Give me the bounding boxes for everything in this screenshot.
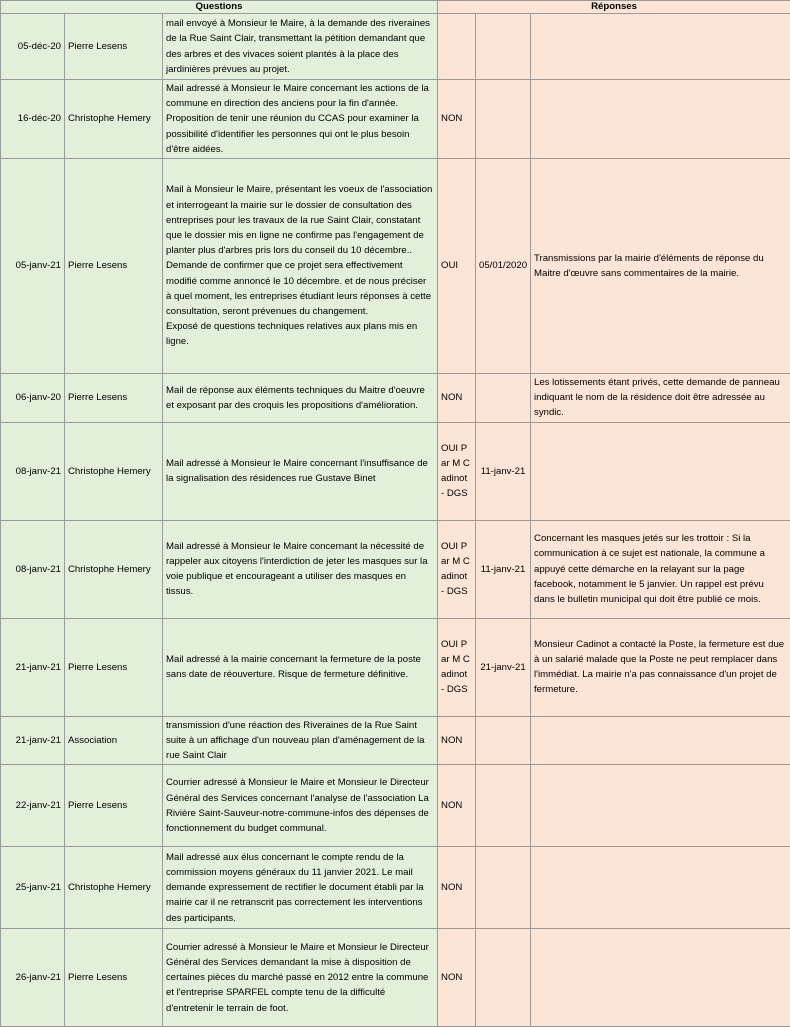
row-question: Courrier adressé à Monsieur le Maire et Monsieur le Directeur Général des Services concernant l'analyse de l'association La Rivière Saint-Sauveur-notre-commune-infos des dépenses de fonctionnement du budget communal. [163, 765, 438, 847]
row-answer-date [476, 929, 531, 1027]
row-answered: OUI Par M Cadinot - DGS [438, 422, 476, 520]
row-author: Christophe Hemery [65, 422, 163, 520]
table-row [1, 847, 790, 929]
row-answer: Monsieur Cadinot a contacté la Poste, la fermeture est due à un salarié malade que la Poste ne peut remplacer dans l'immédiat. La mairie n'a pas connaissance d'un projet de fermeture. [531, 618, 790, 716]
row-author: Pierre Lesens [65, 618, 163, 716]
row-answered: NON [438, 847, 476, 929]
row-answer-date [476, 14, 531, 80]
row-date: 05-janv-21 [1, 159, 65, 374]
row-answer [531, 847, 790, 929]
row-author: Christophe Hemery [65, 80, 163, 159]
table-row [1, 422, 790, 520]
table-row [1, 765, 790, 847]
row-date: 21-janv-21 [1, 716, 65, 765]
row-answer-date [476, 716, 531, 765]
row-question: Mail de réponse aux éléments techniques du Maitre d'oeuvre et exposant par des croquis les propositions d'amélioration. [163, 374, 438, 423]
row-date: 08-janv-21 [1, 422, 65, 520]
table-row [1, 374, 790, 423]
row-answer-date [476, 765, 531, 847]
row-date: 05-déc-20 [1, 14, 65, 80]
row-answer-date: 21-janv-21 [476, 618, 531, 716]
row-answer-date [476, 80, 531, 159]
row-author: Pierre Lesens [65, 14, 163, 80]
row-answer [531, 422, 790, 520]
row-answered [438, 14, 476, 80]
row-answer-date: 11-janv-21 [476, 520, 531, 618]
row-answer [531, 765, 790, 847]
row-question: Mail adressé à Monsieur le Maire concernant la nécessité de rappeler aux citoyens l'interdiction de jeter les masques sur la voie publique et encourageant a utiliser des masques en tissus. [163, 520, 438, 618]
row-answer: Transmissions par la mairie d'éléments de réponse du Maitre d'œuvre sans commentaires de la mairie. [531, 159, 790, 374]
row-answered: OUI [438, 159, 476, 374]
table-row [1, 929, 790, 1027]
reponses-header: Réponses [438, 1, 790, 14]
row-question: Mail à Monsieur le Maire, présentant les voeux de l'association et interrogeant la mairie sur le dossier de consultation des entreprises pour les travaux de la rue Saint Clair, constatant que le dossier mis en ligne ne confirme pas l'engagement de planter plus d'arbres pris lors du conseil du 10 décembre.. Demande de confirmer que ce projet sera effectivement modifié comme annoncé le 10 décembre. et de nous préciser à quel moment, les entreprises étudiant leurs réponses à cette consultation, seront prévenues du changement. Exposé de questions techniques relatives aux plans mis en ligne. [163, 159, 438, 374]
row-answered: OUI Par M Cadinot - DGS [438, 520, 476, 618]
row-question: mail envoyé à Monsieur le Maire, à la demande des riveraines de la Rue Saint Clair, transmettant la pétition demandant que des arbres et des vivaces soient plantés à la place des jardinières prévues au projet. [163, 14, 438, 80]
row-date: 22-janv-21 [1, 765, 65, 847]
row-question: Mail adressé aux élus concernant le compte rendu de la commission moyens généraux du 11 janvier 2021. Le mail demande expressement de rectifier le document établi par la mairie car il ne retranscrit pas correctement les interventions des participants. [163, 847, 438, 929]
table-row [1, 14, 790, 80]
row-author: Christophe Hemery [65, 847, 163, 929]
row-date: 21-janv-21 [1, 618, 65, 716]
row-answer [531, 80, 790, 159]
row-answered: NON [438, 80, 476, 159]
row-answered: NON [438, 716, 476, 765]
questions-header: Questions [1, 1, 438, 14]
row-answered: OUI Par M Cadinot - DGS [438, 618, 476, 716]
row-author: Pierre Lesens [65, 159, 163, 374]
row-answer-date [476, 847, 531, 929]
row-answered: NON [438, 374, 476, 423]
row-answer: Les lotissements étant privés, cette demande de panneau indiquant le nom de la résidence doit être adressée au syndic. [531, 374, 790, 423]
row-author: Pierre Lesens [65, 374, 163, 423]
table-row [1, 618, 790, 716]
table-row [1, 80, 790, 159]
row-question: Mail adressé à Monsieur le Maire concernant l'insuffisance de la signalisation des résidences rue Gustave Binet [163, 422, 438, 520]
table-row [1, 716, 790, 765]
table-row [1, 159, 790, 374]
row-date: 26-janv-21 [1, 929, 65, 1027]
row-author: Christophe Hemery [65, 520, 163, 618]
header-row [1, 1, 790, 14]
row-date: 06-janv-20 [1, 374, 65, 423]
table-row [1, 520, 790, 618]
row-author: Pierre Lesens [65, 765, 163, 847]
row-question: transmission d'une réaction des Riveraines de la Rue Saint suite à un affichage d'un nouveau plan d'aménagement de la rue Saint Clair [163, 716, 438, 765]
row-question: Mail adressé à la mairie concernant la fermeture de la poste sans date de réouverture. Risque de fermeture définitive. [163, 618, 438, 716]
row-answer-date: 11-janv-21 [476, 422, 531, 520]
row-answered: NON [438, 929, 476, 1027]
row-answer [531, 929, 790, 1027]
row-answered: NON [438, 765, 476, 847]
row-author: Pierre Lesens [65, 929, 163, 1027]
row-date: 16-déc-20 [1, 80, 65, 159]
row-question: Mail adressé à Monsieur le Maire concernant les actions de la commune en direction des anciens pour la fin d'année. Proposition de tenir une réunion du CCAS pour examiner la possibilité d'identifier les personnes qui ont le plus besoin d'être aidées. [163, 80, 438, 159]
row-answer [531, 14, 790, 80]
row-author: Association [65, 716, 163, 765]
row-question: Courrier adressé à Monsieur le Maire et Monsieur le Directeur Général des Services demandant la mise à disposition de certaines pièces du marché passé en 2012 entre la commune et l'entreprise SPARFEL compte tenu de la difficulté d'entretenir le terrain de foot. [163, 929, 438, 1027]
row-answer-date: 05/01/2020 [476, 159, 531, 374]
row-answer: Concernant les masques jetés sur les trottoir : Si la communication à ce sujet est nationale, la commune a appuyé cette démarche en la relayant sur la page facebook, notamment le 5 janvier. Un rappel est prévu dans le bulletin municipal qui doit être publié ce mois. [531, 520, 790, 618]
row-answer [531, 716, 790, 765]
row-date: 25-janv-21 [1, 847, 65, 929]
row-date: 08-janv-21 [1, 520, 65, 618]
row-answer-date [476, 374, 531, 423]
